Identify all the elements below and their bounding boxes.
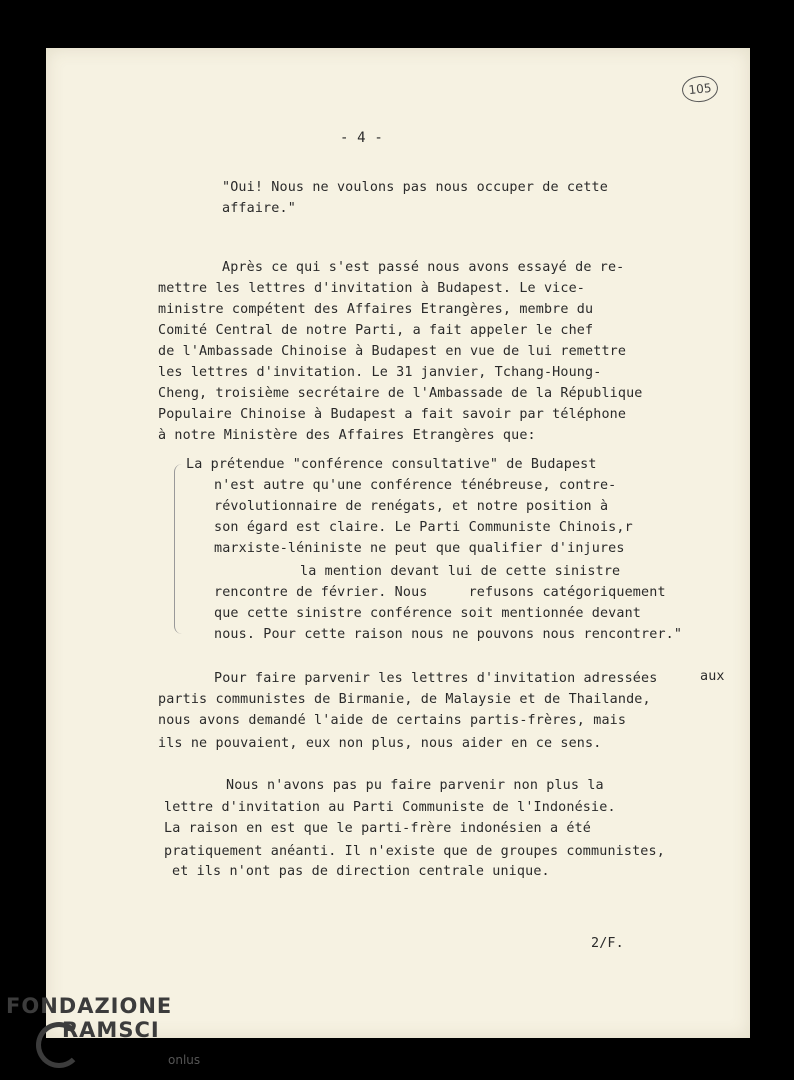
text-line: à notre Ministère des Affaires Etrangères que:	[158, 428, 536, 443]
text-line: lettre d'invitation au Parti Communiste de l'Indonésie.	[164, 800, 616, 815]
text-line: La prétendue "conférence consultative" de Budapest	[186, 457, 597, 472]
text-line: ministre compétent des Affaires Etrangères, membre du	[158, 302, 594, 317]
text-line: de l'Ambassade Chinoise à Budapest en vue de lui remettre	[158, 344, 627, 359]
text-line: Après ce qui s'est passé nous avons essayé de re-	[222, 260, 625, 275]
foundation-logo	[6, 994, 201, 1067]
text-line: marxiste-léniniste ne peut que qualifier d'injures	[214, 541, 625, 556]
text-line: la mention devant lui de cette sinistre	[300, 564, 621, 579]
text-line: "Oui! Nous ne voulons pas nous occuper de cette	[222, 180, 608, 195]
document-page	[46, 48, 750, 1038]
text-line: son égard est claire. Le Parti Communiste Chinois,r	[214, 520, 633, 535]
text-line: La raison en est que le parti-frère indonésien a été	[164, 821, 592, 836]
text-line: Comité Central de notre Parti, a fait appeler le chef	[158, 323, 594, 338]
margin-word: aux	[700, 669, 725, 684]
text-line: partis communistes de Birmanie, de Malaysie et de Thailande,	[158, 692, 651, 707]
text-line: ils ne pouvaient, eux non plus, nous aider en ce sens.	[158, 736, 602, 751]
margin-bracket	[174, 464, 185, 634]
logo-suffix: onlus	[168, 1053, 201, 1067]
text-line: affaire."	[222, 201, 296, 216]
text-line: Nous n'avons pas pu faire parvenir non plus la	[226, 778, 604, 793]
text-line: pratiquement anéanti. Il n'existe que de groupes communistes,	[164, 844, 665, 859]
page-number: - 4 -	[340, 130, 383, 146]
text-line: Populaire Chinoise à Budapest a fait savoir par téléphone	[158, 407, 627, 422]
text-line: et ils n'ont pas de direction centrale unique.	[172, 864, 550, 879]
logo-line-1: FONDAZIONE	[6, 994, 173, 1018]
logo-line-2: RAMSCI	[62, 1018, 160, 1042]
text-line: rencontre de février. Nous refusons catégoriquement	[214, 585, 666, 600]
text-line: n'est autre qu'une conférence ténébreuse, contre-	[214, 478, 617, 493]
text-line: Pour faire parvenir les lettres d'invitation adressées	[214, 671, 658, 686]
logo-g-mark	[36, 1022, 82, 1068]
text-line: que cette sinistre conférence soit mentionnée devant	[214, 606, 642, 621]
text-line: les lettres d'invitation. Le 31 janvier, Tchang-Houng-	[158, 365, 602, 380]
text-line: révolutionnaire de renégats, et notre position à	[214, 499, 609, 514]
text-line: nous avons demandé l'aide de certains partis-frères, mais	[158, 713, 627, 728]
text-line: nous. Pour cette raison nous ne pouvons nous rencontrer."	[214, 627, 683, 642]
continuation-ref: 2/F.	[591, 936, 624, 951]
text-line: mettre les lettres d'invitation à Budapest. Le vice-	[158, 281, 586, 296]
text-line: Cheng, troisième secrétaire de l'Ambassade de la République	[158, 386, 643, 401]
archive-stamp: 105	[681, 74, 720, 104]
